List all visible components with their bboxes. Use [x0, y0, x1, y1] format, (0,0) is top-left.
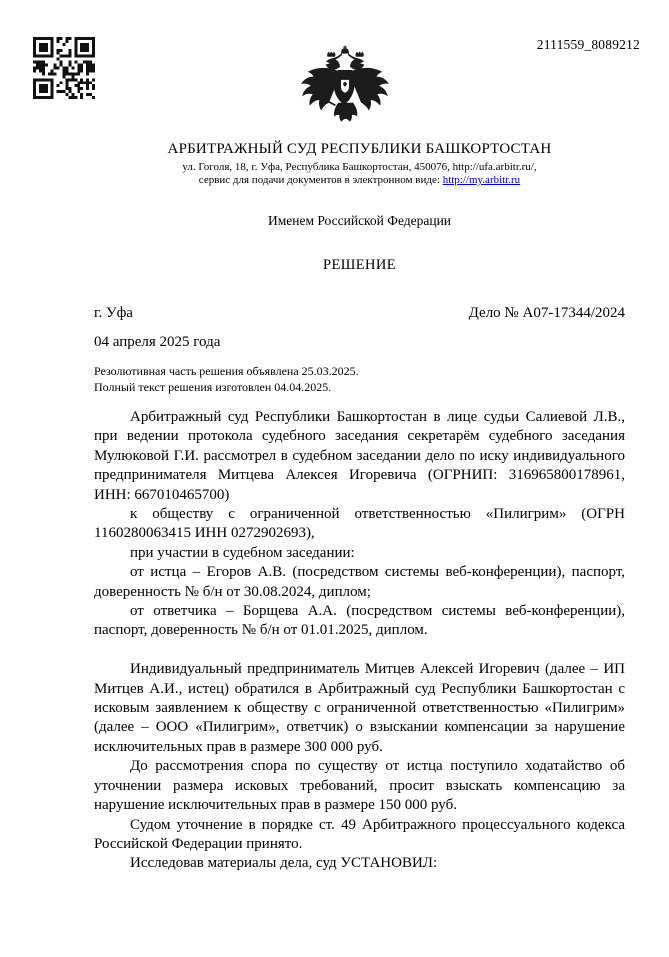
paragraph: Исследовав материалы дела, суд УСТАНОВИЛ:	[130, 855, 438, 872]
city-label: г. Уфа	[94, 305, 133, 321]
full-text-line: Полный текст решения изготовлен 04.04.2025.	[94, 379, 332, 394]
paragraph: при участии в судебном заседании:	[130, 544, 355, 561]
decision-date: 04 апреля 2025 года	[94, 334, 221, 350]
paragraph: от ответчика – Борщева А.А. (посредством системы веб-конференции), паспорт, доверенность № б/н от 01.01.2025, диплом.	[94, 603, 625, 639]
in-the-name-line: Именем Российской Федерации	[267, 213, 452, 228]
court-address: ул. Гоголя, 18, г. Уфа, Республика Башкортостан, 450076, http://ufa.arbitr.ru/,	[182, 161, 537, 173]
document-body	[94, 408, 625, 874]
my-arbitr-link[interactable]: http://my.arbitr.ru	[442, 174, 521, 186]
paragraph: от истца – Егоров А.В. (посредством системы веб-конференции), паспорт, доверенность № б/н от 30.08.2024, диплом;	[94, 564, 625, 600]
decision-title: РЕШЕНИЕ	[322, 257, 396, 273]
paragraph: Судом уточнение в порядке ст. 49 Арбитражного процессуального кодекса Российской Федерации принято.	[94, 816, 625, 852]
paragraph: До рассмотрения спора по существу от истца поступило ходатайство об уточнении размера исковых требований, просит взыскать компенсацию за нарушение исключительных прав в размере 150 000 руб.	[94, 758, 625, 814]
resolution-dates-block	[94, 364, 625, 395]
case-info-row	[94, 304, 625, 323]
case-number: Дело № А07-17344/2024	[468, 305, 625, 321]
resolutive-part-line: Резолютивная часть решения объявлена 25.03.2025.	[94, 364, 359, 378]
qr-code-icon	[33, 37, 95, 99]
paragraph: к обществу с ограниченной ответственностью «Пилигрим» (ОГРН 1160280063415 ИНН 0272902693),	[94, 506, 625, 542]
paragraph: Арбитражный суд Республики Башкортостан в лице судьи Салиевой Л.В., при ведении протокола судебного заседания секретарём судебного заседания Мулюковой Г.И. рассмотрел в судебном заседании дело по иску индивидуального предпринимателя Митцева Алексея Игоревича (ОГРНИП: 316965800178961, ИНН: 667010465700)	[94, 409, 625, 503]
service-line-prefix: сервис для подачи документов в электронном виде:	[198, 174, 443, 186]
document-id: 2111559_8089212	[536, 37, 640, 52]
paragraph: Индивидуальный предприниматель Митцев Алексей Игоревич (далее – ИП Митцев А.И., истец) обратился в Арбитражный суд Республики Башкортостан с исковым заявлением к обществу с ограниченной ответственностью «Пилигрим» (далее – ООО «Пилигрим», ответчик) о взыскании компенсации за нарушение исключительных прав в размере 300 000 руб.	[94, 661, 625, 755]
russian-coat-of-arms-icon	[299, 42, 391, 134]
court-name: АРБИТРАЖНЫЙ СУД РЕСПУБЛИКИ БАШКОРТОСТАН	[167, 141, 552, 157]
court-service-line	[94, 174, 625, 187]
